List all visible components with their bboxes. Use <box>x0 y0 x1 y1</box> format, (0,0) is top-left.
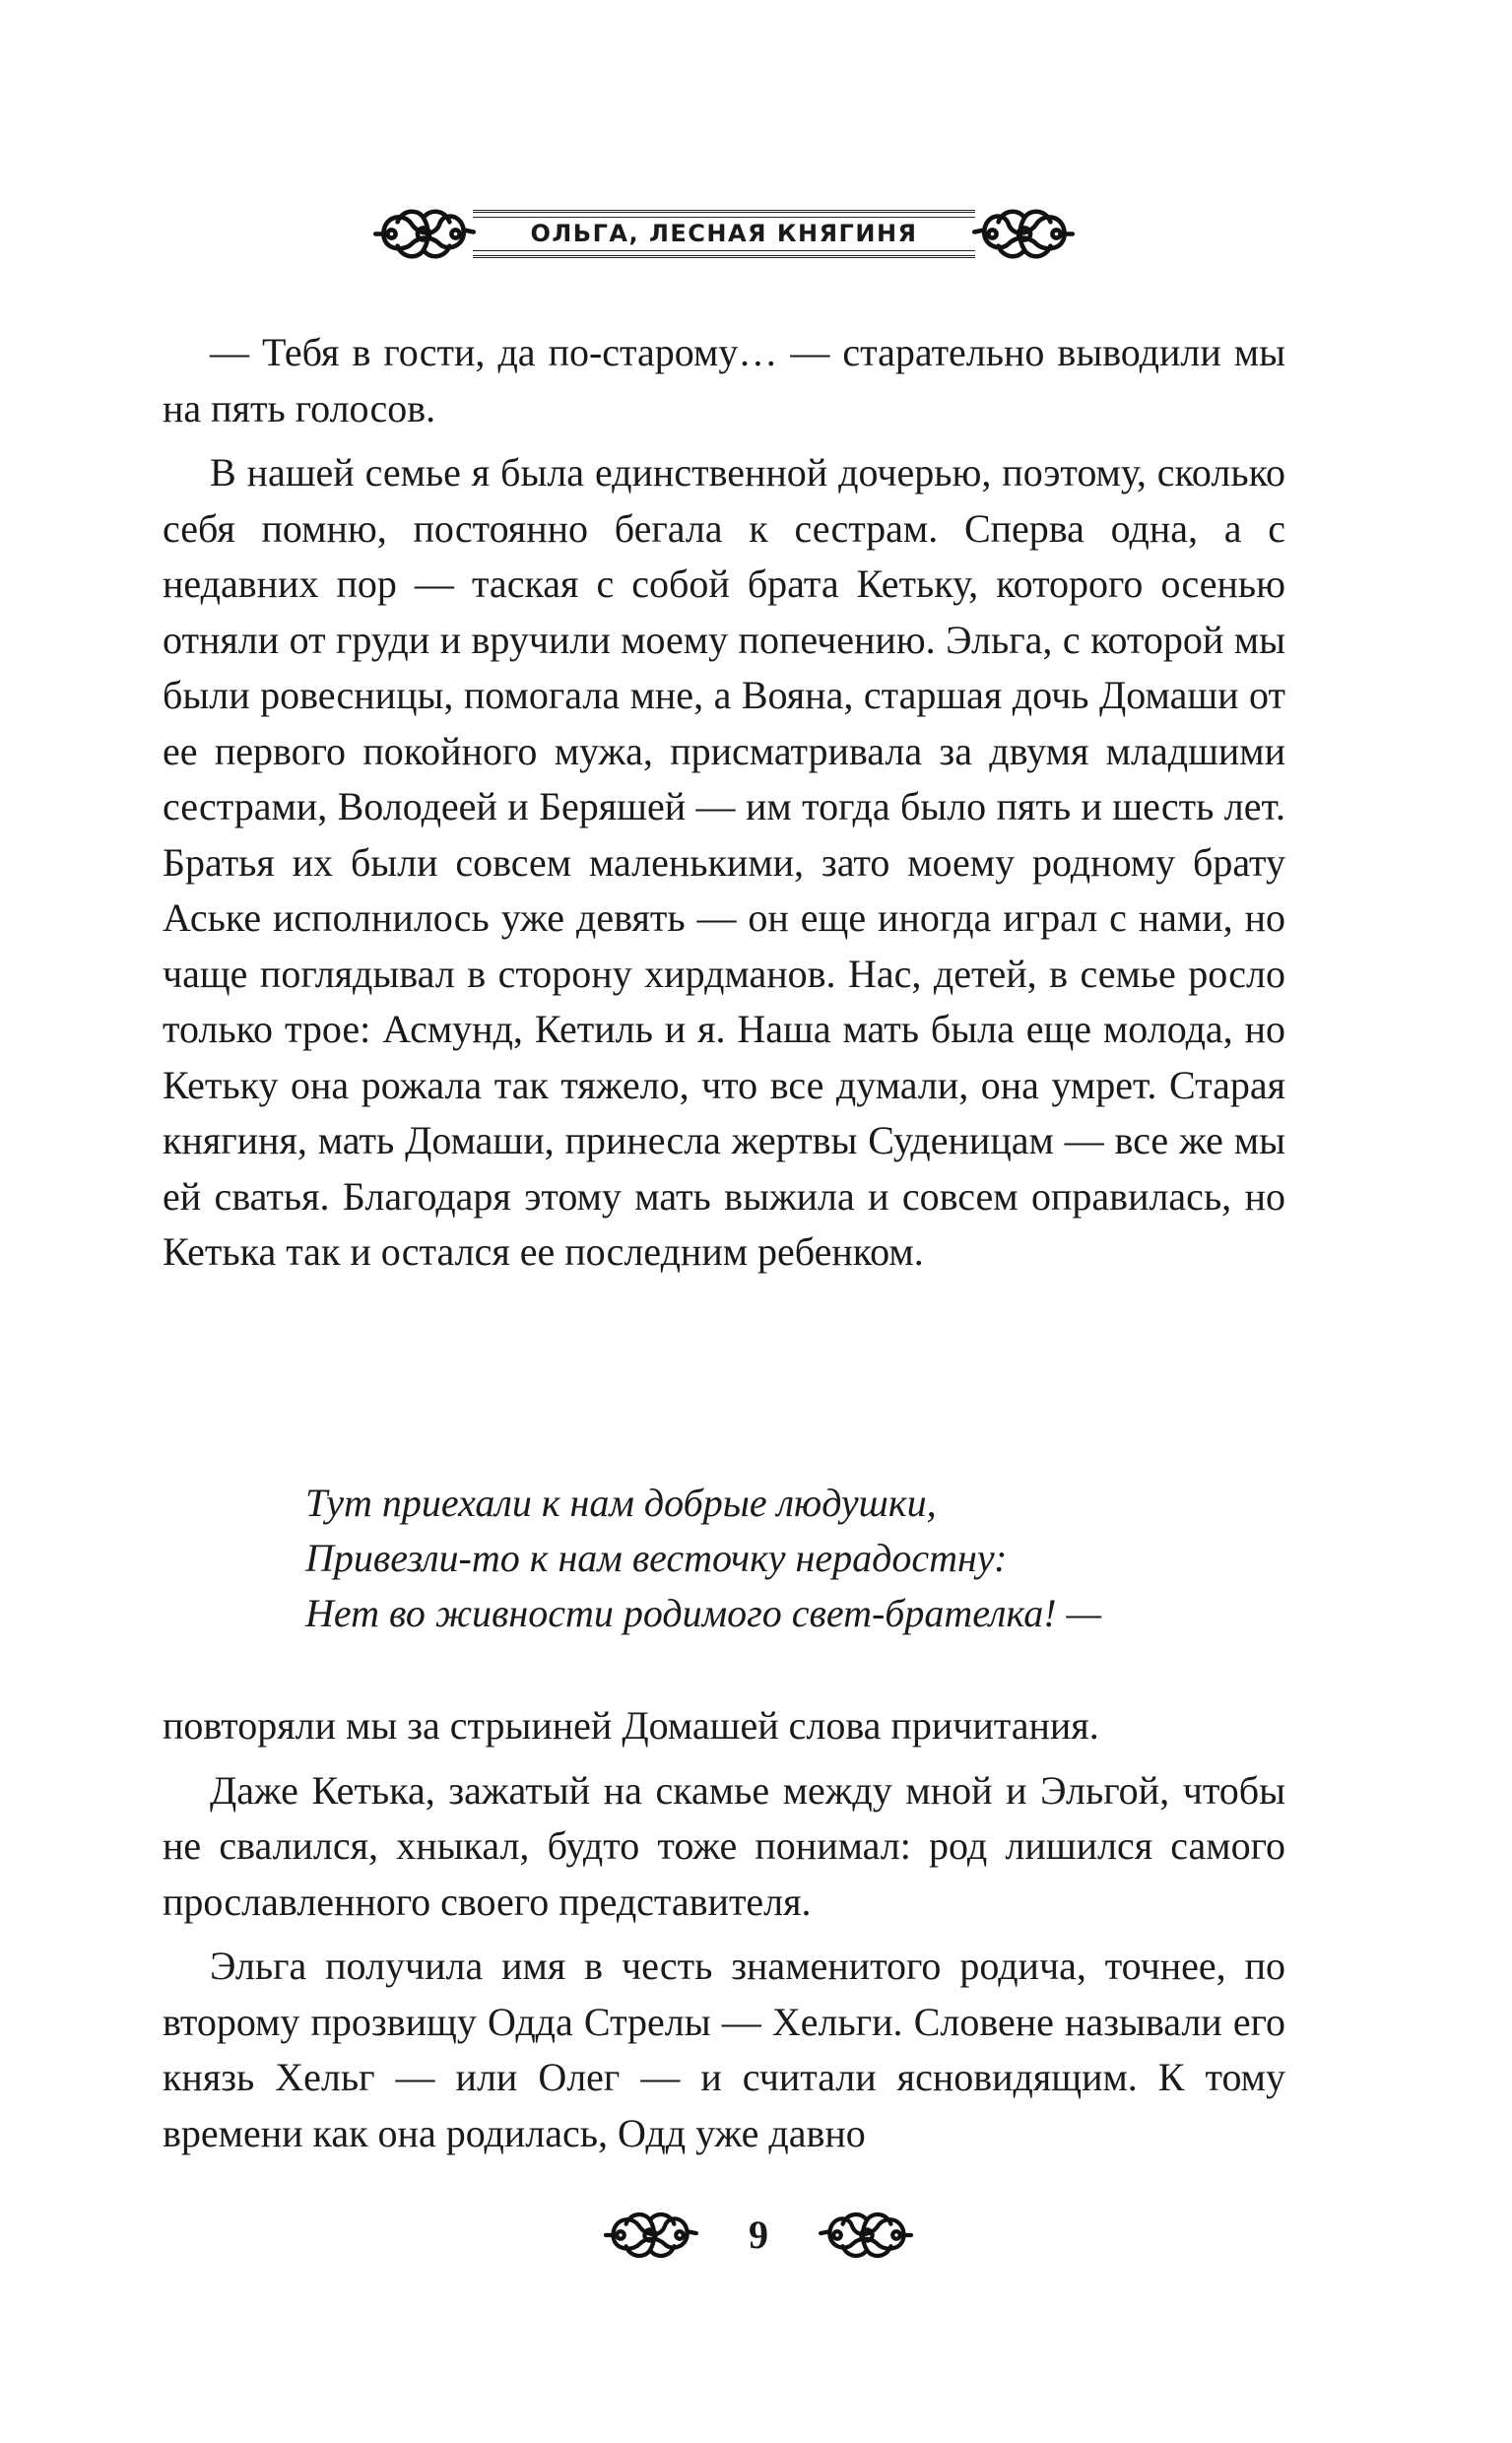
knot-ornament-icon <box>369 202 478 266</box>
page-footer <box>601 2202 916 2271</box>
body-text-top <box>163 325 1285 1289</box>
paragraph: В нашей семье я была единственной дочерью, поэтому, сколько себя помню, постоянно бегала к сестрам. Сперва одна, а с недавних пор — таская с собой брата Кетьку, которого осенью отняли от груди и вручили моему попечению. Эльга, с которой мы были ровесницы, помогала мне, а Вояна, старшая дочь Домаши от ее первого покойного мужа, присматривала за двумя младшими сестрами, Володеей и Беряшей — им тогда было пять и шесть лет. Братья их были совсем маленькими, зато моему родному брату Аське исполнилось уже девять — он еще иногда играл с нами, но чаще поглядывал в сторону хирдманов. Нас, детей, в семье росло только трое: Асмунд, Кетиль и я. Наша мать была еще молода, но Кетьку она рожала так тяжело, что все думали, она умрет. Старая княгиня, мать Домаши, принесла жертвы Суденицам — все же мы ей сватья. Благодаря этому мать выжила и совсем оправилась, но Кетька так и остался ее последним ребенком. <box>163 450 1285 1274</box>
paragraph: повторяли мы за стрыиней Домашей слова причитания. <box>163 1703 1099 1748</box>
knot-ornament-icon <box>970 202 1079 266</box>
verse-line: Нет во живности родимого свет-брателка! — <box>305 1591 1102 1635</box>
verse-line: Привезли-то к нам весточку нерадостну: <box>305 1536 1008 1580</box>
page-number: 9 <box>749 2212 768 2257</box>
body-text-bottom <box>163 1698 1285 2170</box>
verse-line: Тут приехали к нам добрые людушки, <box>305 1481 937 1525</box>
verse-block <box>305 1476 1290 1641</box>
paragraph: — Тебя в гости, да по-старому… — старательно выводили мы на пять голосов. <box>163 330 1285 430</box>
paragraph: Даже Кетька, зажатый на скамье между мной и Эльгой, чтобы не свалился, хныкал, будто тоже понимал: род лишился самого прославленного своего представителя. <box>163 1767 1285 1924</box>
running-header <box>369 202 1079 266</box>
paragraph: Эльга получила имя в честь знаменитого родича, точнее, по второму прозвищу Одда Стрелы — Хельги. Словене называли его князь Хельг — или Олег — и считали ясновидящим. К тому времени как она родилась, Одд уже давно <box>163 1944 1285 2155</box>
running-title: ОЛЬГА, ЛЕСНАЯ КНЯГИНЯ <box>530 220 918 247</box>
knot-ornament-icon <box>818 2206 916 2265</box>
